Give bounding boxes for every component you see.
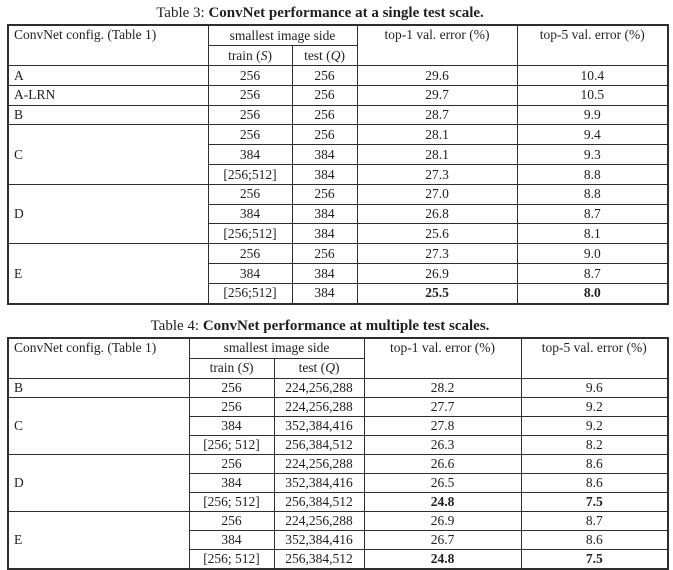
top5-error-cell: 7.5 [521, 492, 668, 511]
train-scale-cell: 384 [189, 530, 274, 549]
train-scale-var: S [260, 47, 268, 63]
train-scale-cell: 256 [208, 66, 292, 86]
top1-error-cell: 29.7 [357, 85, 517, 105]
column-header-train-scale [208, 46, 292, 66]
top1-error-cell: 28.1 [357, 125, 517, 145]
table-row [8, 511, 668, 530]
column-header-train-scale [189, 358, 274, 378]
table3-header [8, 25, 668, 66]
multi-scale-results-table [7, 337, 669, 570]
table4-caption [0, 318, 640, 335]
config-cell: E [8, 244, 208, 304]
top5-error-cell: 8.6 [521, 473, 668, 492]
config-cell: D [8, 454, 189, 511]
train-scale-cell: [256;512] [208, 283, 292, 303]
top1-error-cell: 26.8 [357, 204, 517, 224]
top1-error-cell: 26.9 [364, 511, 521, 530]
top5-error-cell: 9.4 [517, 125, 668, 145]
train-label: train ( [209, 360, 243, 376]
config-cell: A [8, 66, 208, 86]
table4-caption-label: Table 4: [150, 317, 203, 334]
test-label-close: ) [334, 360, 340, 376]
test-scale-var: Q [325, 360, 335, 376]
column-header-top5-error: top-5 val. error (%) [517, 25, 668, 66]
top1-error-cell: 24.8 [364, 492, 521, 511]
top5-error-cell: 8.1 [517, 224, 668, 244]
table3-body [8, 66, 668, 304]
train-scale-cell: [256;512] [208, 224, 292, 244]
top5-error-cell: 10.5 [517, 85, 668, 105]
test-scale-cell: 256 [292, 125, 357, 145]
test-scale-cell: 384 [292, 145, 357, 165]
train-scale-var: S [242, 360, 249, 376]
top5-error-cell: 9.9 [517, 105, 668, 125]
test-scale-cell: 256 [292, 105, 357, 125]
test-scale-cell: 352,384,416 [274, 473, 364, 492]
top1-error-cell: 27.3 [357, 164, 517, 184]
train-scale-cell: 256 [208, 85, 292, 105]
top5-error-cell: 9.6 [521, 378, 668, 397]
train-scale-cell: 256 [208, 125, 292, 145]
table3-caption [0, 5, 640, 22]
train-scale-cell: 384 [208, 204, 292, 224]
top5-error-cell: 8.7 [521, 511, 668, 530]
column-header-scale-group: smallest image side [208, 25, 357, 46]
column-header-scale-group: smallest image side [189, 338, 364, 359]
train-scale-cell: 256 [189, 397, 274, 416]
train-scale-cell: [256;512] [208, 164, 292, 184]
table4-header [8, 338, 668, 379]
train-label-close: ) [267, 47, 272, 63]
table-row [8, 125, 668, 145]
top1-error-cell: 26.9 [357, 263, 517, 283]
top1-error-cell: 26.3 [364, 435, 521, 454]
test-scale-cell: 224,256,288 [274, 511, 364, 530]
top1-error-cell: 25.5 [357, 283, 517, 303]
table4-caption-title: ConvNet performance at multiple test scales. [202, 317, 490, 334]
train-scale-cell: 384 [208, 145, 292, 165]
column-header-top5-error: top-5 val. error (%) [521, 338, 668, 379]
config-cell: E [8, 511, 189, 569]
table-header-row [8, 338, 668, 359]
test-scale-cell: 352,384,416 [274, 416, 364, 435]
top1-error-cell: 26.7 [364, 530, 521, 549]
top5-error-cell: 8.8 [517, 164, 668, 184]
top1-error-cell: 28.7 [357, 105, 517, 125]
table-header-row [8, 25, 668, 46]
top5-error-cell: 9.2 [521, 416, 668, 435]
table-row [8, 244, 668, 264]
train-scale-cell: [256; 512] [189, 492, 274, 511]
column-header-config: ConvNet config. (Table 1) [8, 338, 189, 379]
test-label-close: ) [340, 47, 345, 63]
top1-error-cell: 27.3 [357, 244, 517, 264]
train-label-close: ) [248, 360, 254, 376]
test-scale-cell: 224,256,288 [274, 454, 364, 473]
top1-error-cell: 28.2 [364, 378, 521, 397]
single-scale-results-table [7, 24, 669, 305]
column-header-top1-error: top-1 val. error (%) [364, 338, 521, 379]
test-scale-cell: 256 [292, 66, 357, 86]
test-scale-cell: 256 [292, 184, 357, 204]
table-row [8, 454, 668, 473]
test-scale-cell: 256,384,512 [274, 549, 364, 569]
table3-caption-title: ConvNet performance at a single test scale. [208, 5, 484, 21]
test-scale-cell: 384 [292, 164, 357, 184]
top1-error-cell: 29.6 [357, 66, 517, 86]
column-header-test-scale [292, 46, 357, 66]
top1-error-cell: 24.8 [364, 549, 521, 569]
top5-error-cell: 8.6 [521, 454, 668, 473]
test-scale-cell: 224,256,288 [274, 397, 364, 416]
train-scale-cell: 256 [208, 184, 292, 204]
train-scale-cell: 256 [189, 378, 274, 397]
top5-error-cell: 8.7 [517, 204, 668, 224]
top5-error-cell: 7.5 [521, 549, 668, 569]
config-cell: A-LRN [8, 85, 208, 105]
top5-error-cell: 9.2 [521, 397, 668, 416]
top5-error-cell: 8.2 [521, 435, 668, 454]
top5-error-cell: 9.3 [517, 145, 668, 165]
column-header-config: ConvNet config. (Table 1) [8, 25, 208, 66]
table-row [8, 184, 668, 204]
train-scale-cell: [256; 512] [189, 435, 274, 454]
table3-caption-label: Table 3: [156, 5, 209, 21]
top5-error-cell: 9.0 [517, 244, 668, 264]
column-header-test-scale [274, 358, 364, 378]
config-cell: D [8, 184, 208, 243]
test-scale-cell: 352,384,416 [274, 530, 364, 549]
top1-error-cell: 27.0 [357, 184, 517, 204]
config-cell: C [8, 397, 189, 454]
top5-error-cell: 8.6 [521, 530, 668, 549]
train-label: train ( [228, 47, 261, 63]
train-scale-cell: 256 [189, 511, 274, 530]
table4-body [8, 378, 668, 569]
top1-error-cell: 27.8 [364, 416, 521, 435]
top1-error-cell: 26.6 [364, 454, 521, 473]
top1-error-cell: 28.1 [357, 145, 517, 165]
test-scale-cell: 384 [292, 263, 357, 283]
test-scale-cell: 256,384,512 [274, 492, 364, 511]
train-scale-cell: 256 [189, 454, 274, 473]
table-row [8, 378, 668, 397]
train-scale-cell: 384 [189, 473, 274, 492]
top5-error-cell: 10.4 [517, 66, 668, 86]
test-scale-cell: 384 [292, 204, 357, 224]
top1-error-cell: 27.7 [364, 397, 521, 416]
test-scale-var: Q [330, 47, 341, 63]
top5-error-cell: 8.0 [517, 283, 668, 303]
test-scale-cell: 384 [292, 283, 357, 303]
test-scale-cell: 256 [292, 244, 357, 264]
config-cell: B [8, 105, 208, 125]
train-scale-cell: 256 [208, 244, 292, 264]
table-row [8, 66, 668, 86]
config-cell: B [8, 378, 189, 397]
train-scale-cell: 384 [189, 416, 274, 435]
test-label: test ( [304, 47, 331, 63]
test-label: test ( [298, 360, 326, 376]
top5-error-cell: 8.7 [517, 263, 668, 283]
top5-error-cell: 8.8 [517, 184, 668, 204]
train-scale-cell: 384 [208, 263, 292, 283]
test-scale-cell: 256 [292, 85, 357, 105]
table-row [8, 397, 668, 416]
train-scale-cell: 256 [208, 105, 292, 125]
top1-error-cell: 25.6 [357, 224, 517, 244]
table-row [8, 85, 668, 105]
config-cell: C [8, 125, 208, 184]
column-header-top1-error: top-1 val. error (%) [357, 25, 517, 66]
test-scale-cell: 384 [292, 224, 357, 244]
train-scale-cell: [256; 512] [189, 549, 274, 569]
test-scale-cell: 256,384,512 [274, 435, 364, 454]
top1-error-cell: 26.5 [364, 473, 521, 492]
table-row [8, 105, 668, 125]
test-scale-cell: 224,256,288 [274, 378, 364, 397]
